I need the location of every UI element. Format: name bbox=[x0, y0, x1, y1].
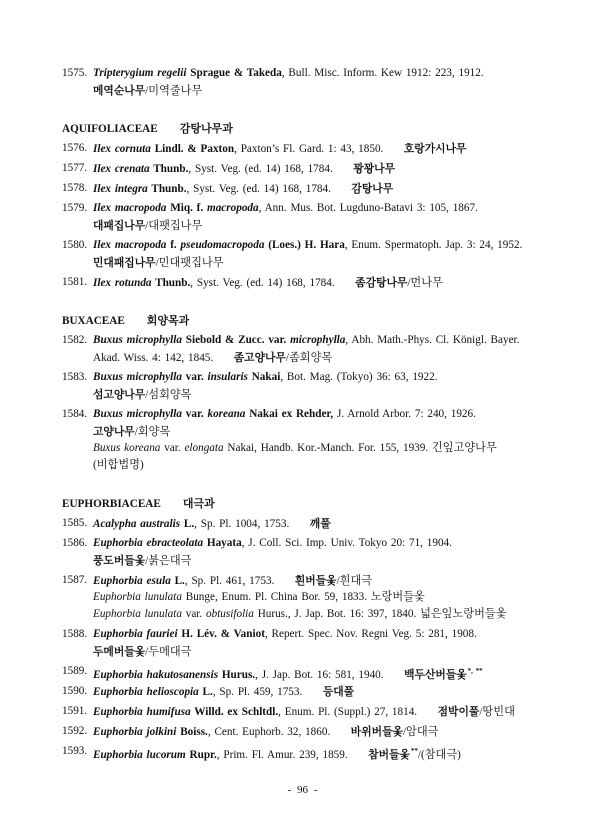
korean-name: 좀감탕나무 bbox=[355, 276, 408, 289]
citation-text: /암대극 bbox=[402, 726, 439, 738]
citation-text: , Enum. Spermatoph. Jap. 3: 24, 1952. bbox=[344, 239, 523, 251]
species-entry bbox=[0, 332, 605, 366]
citation-text: /민대팻집나무 bbox=[155, 257, 224, 269]
entry-line bbox=[93, 683, 605, 700]
species-entry bbox=[0, 572, 605, 623]
korean-name: 흰버들옻 bbox=[294, 574, 337, 587]
family-name-korean: 회양목과 bbox=[146, 314, 190, 327]
entry-number: 1589. bbox=[62, 665, 88, 677]
family-name-latin: BUXACEAE bbox=[62, 315, 125, 327]
entry-text bbox=[93, 663, 605, 680]
synonym-name: elongata bbox=[184, 442, 224, 454]
synonym-name: Euphorbia lunulata bbox=[93, 591, 182, 603]
author-name: var. bbox=[181, 408, 204, 420]
citation-text: , Abh. Math.-Phys. Cl. Königl. Bayer. bbox=[345, 334, 520, 346]
citation-text: , Cent. Euphorb. 32, 1860. bbox=[207, 726, 331, 738]
citation-text: Nakai, Handb. Kor.-Manch. For. 155, 1939. 긴잎고양나무 bbox=[223, 442, 497, 454]
citation-text: /(참대극) bbox=[417, 749, 461, 761]
citation-text: Bunge, Enum. Pl. China Bor. 59, 1833. 노랑버들옻 bbox=[181, 591, 425, 603]
entry-text bbox=[93, 703, 605, 720]
author-name: Rupr. bbox=[185, 749, 217, 761]
entry-line bbox=[93, 274, 605, 291]
entry-text bbox=[93, 535, 605, 569]
entry-line bbox=[93, 65, 605, 82]
entry-number: 1590. bbox=[62, 685, 88, 697]
entry-number: 1588. bbox=[62, 628, 88, 640]
citation-text: , Enum. Pl. (Suppl.) 27, 1814. bbox=[278, 706, 418, 718]
citation-text: /붉은대극 bbox=[145, 555, 192, 567]
author-name: L. bbox=[180, 518, 195, 530]
synonym-name: Buxus koreana bbox=[93, 442, 161, 454]
entry-line bbox=[93, 200, 605, 217]
citation-text: /먼나무 bbox=[407, 277, 443, 289]
author-name: f. bbox=[166, 239, 177, 251]
species-entry bbox=[0, 180, 605, 197]
entry-number: 1580. bbox=[62, 239, 88, 251]
entry-line bbox=[93, 140, 605, 157]
entry-line bbox=[93, 423, 605, 440]
korean-name: 점박이풀 bbox=[437, 705, 480, 718]
entry-line bbox=[93, 457, 605, 474]
species-entry bbox=[0, 200, 605, 234]
entry-number: 1577. bbox=[62, 162, 88, 174]
species-entry bbox=[0, 663, 605, 680]
author-name: Boiss. bbox=[176, 726, 208, 738]
entry-line bbox=[93, 572, 605, 589]
scientific-name: pseudomacropoda bbox=[176, 239, 265, 251]
korean-name: 등대풀 bbox=[322, 685, 355, 698]
scientific-name: Euphorbia esula bbox=[93, 575, 171, 587]
scientific-name: insularis bbox=[203, 371, 248, 383]
entry-line bbox=[93, 254, 605, 271]
author-name: Sprague & Takeda bbox=[186, 67, 282, 79]
entry-line bbox=[93, 386, 605, 403]
korean-name: 호랑가시나무 bbox=[403, 142, 467, 155]
citation-text: /두메대극 bbox=[145, 646, 192, 658]
family-name-latin: AQUIFOLIACEAE bbox=[62, 123, 158, 135]
family-heading bbox=[0, 120, 605, 137]
entry-number: 1591. bbox=[62, 705, 88, 717]
citation-text: Hurus., J. Jap. Bot. 16: 397, 1840. 넓은잎노랑버들옻 bbox=[253, 608, 507, 620]
scientific-name: Euphorbia lucorum bbox=[93, 749, 186, 761]
citation-text: , J. Coll. Sci. Imp. Univ. Tokyo 20: 71, 1904. bbox=[241, 537, 452, 549]
entry-number: 1576. bbox=[62, 142, 88, 154]
author-name: H. Lév. & Vaniot bbox=[177, 628, 265, 640]
citation-text: , Sp. Pl. 461, 1753. bbox=[184, 575, 275, 587]
species-entry bbox=[0, 274, 605, 291]
species-entry bbox=[0, 140, 605, 157]
author-name: Hayata bbox=[203, 537, 242, 549]
citation-text: /땅빈대 bbox=[479, 706, 515, 718]
family-name-korean: 대극과 bbox=[182, 497, 215, 510]
entry-number: 1587. bbox=[62, 574, 88, 586]
species-entry bbox=[0, 723, 605, 740]
entry-line bbox=[93, 663, 605, 680]
entry-number: 1581. bbox=[62, 276, 88, 288]
family-name-latin: EUPHORBIACEAE bbox=[62, 498, 161, 510]
page-number: - 96 - bbox=[287, 784, 318, 796]
entry-text bbox=[93, 160, 605, 177]
citation-text: var. bbox=[160, 442, 185, 454]
family-name-korean: 감탕나무과 bbox=[179, 122, 233, 135]
citation-text: , Bot. Mag. (Tokyo) 36: 63, 1922. bbox=[280, 371, 438, 383]
species-entry bbox=[0, 683, 605, 700]
author-name: Miq. f. bbox=[166, 202, 204, 214]
author-name: Thunb. bbox=[149, 163, 189, 175]
scientific-name: Buxus microphylla bbox=[93, 408, 182, 420]
citation-text: Akad. Wiss. 4: 142, 1845. bbox=[93, 352, 214, 364]
entry-number: 1592. bbox=[62, 725, 88, 737]
entry-line bbox=[93, 237, 605, 254]
entry-text bbox=[93, 237, 605, 271]
citation-text: , Ann. Mus. Bot. Lugduno-Batavi 3: 105, 1867. bbox=[258, 202, 478, 214]
citation-text: , Repert. Spec. Nov. Regni Veg. 5: 281, 1908. bbox=[264, 628, 477, 640]
entry-line bbox=[93, 589, 605, 606]
scientific-name: Ilex macropoda bbox=[93, 202, 167, 214]
entry-number: 1584. bbox=[62, 408, 88, 420]
checklist-body bbox=[0, 65, 605, 763]
species-entry bbox=[0, 160, 605, 177]
author-name: Siebold & Zucc. var. bbox=[181, 334, 287, 346]
entry-text bbox=[93, 332, 605, 366]
species-entry bbox=[0, 369, 605, 403]
entry-line bbox=[93, 723, 605, 740]
citation-text: , Syst. Veg. (ed. 14) 168, 1784. bbox=[190, 277, 335, 289]
entry-text bbox=[93, 515, 605, 532]
entry-line bbox=[93, 406, 605, 423]
scientific-name: Ilex cornuta bbox=[93, 143, 151, 155]
synonym-name: obtusifolia bbox=[206, 608, 254, 620]
citation-text: var. bbox=[181, 608, 207, 620]
korean-name: 풍도버들옻 bbox=[93, 554, 146, 567]
entry-line bbox=[93, 552, 605, 569]
entry-line bbox=[93, 535, 605, 552]
entry-line bbox=[93, 643, 605, 660]
author-name: Lindl. & Paxton bbox=[150, 143, 235, 155]
entry-number: 1586. bbox=[62, 537, 88, 549]
entry-line bbox=[93, 606, 605, 623]
citation-text: J. Arnold Arbor. 7: 240, 1926. bbox=[333, 408, 476, 420]
entry-number: 1578. bbox=[62, 182, 88, 194]
entry-line bbox=[93, 332, 605, 349]
author-name: Nakai bbox=[247, 371, 281, 383]
entry-text bbox=[93, 369, 605, 403]
scientific-name: Ilex macropoda bbox=[93, 239, 167, 251]
footnote-mark: *, ** bbox=[467, 667, 483, 675]
korean-name: 깨풀 bbox=[309, 517, 331, 530]
species-entry bbox=[0, 515, 605, 532]
entry-number: 1575. bbox=[62, 67, 88, 79]
citation-text: , Prim. Fl. Amur. 239, 1859. bbox=[216, 749, 348, 761]
citation-text: , Sp. Pl. 459, 1753. bbox=[212, 686, 303, 698]
citation-text: , Syst. Veg. (ed. 14) 168, 1784. bbox=[188, 163, 333, 175]
scientific-name: Acalypha australis bbox=[93, 518, 181, 530]
entry-line bbox=[93, 180, 605, 197]
footnote-mark: ** bbox=[410, 747, 418, 755]
entry-line bbox=[93, 440, 605, 457]
species-entry bbox=[0, 703, 605, 720]
scientific-name: Euphorbia hakutosanensis bbox=[93, 669, 219, 681]
entry-line bbox=[93, 703, 605, 720]
scientific-name: Euphorbia ebracteolata bbox=[93, 537, 204, 549]
korean-name: 대패집나무 bbox=[93, 219, 146, 232]
entry-number: 1579. bbox=[62, 202, 88, 214]
author-name: Willd. ex Schltdl. bbox=[190, 706, 279, 718]
entry-number: 1582. bbox=[62, 334, 88, 346]
species-entry bbox=[0, 743, 605, 760]
korean-name: 두메버들옻 bbox=[93, 645, 146, 658]
entry-line bbox=[93, 82, 605, 99]
author-name: var. bbox=[181, 371, 204, 383]
korean-name: 감탕나무 bbox=[351, 182, 394, 195]
entry-text bbox=[93, 572, 605, 623]
scientific-name: Euphorbia fauriei bbox=[93, 628, 178, 640]
citation-text: /회양목 bbox=[134, 426, 171, 438]
korean-name: 섬고양나무 bbox=[93, 388, 146, 401]
entry-text bbox=[93, 743, 605, 760]
entry-line bbox=[93, 626, 605, 643]
korean-name: 메역순나무 bbox=[93, 84, 146, 97]
author-name: Thunb. bbox=[151, 277, 191, 289]
species-entry bbox=[0, 237, 605, 271]
entry-number: 1583. bbox=[62, 371, 88, 383]
species-entry bbox=[0, 535, 605, 569]
entry-line bbox=[93, 217, 605, 234]
scientific-name: Euphorbia humifusa bbox=[93, 706, 191, 718]
synonym-name: Euphorbia lunulata bbox=[93, 608, 182, 620]
citation-text: /좀회양목 bbox=[285, 352, 333, 364]
family-heading bbox=[0, 312, 605, 329]
entry-text bbox=[93, 200, 605, 234]
scientific-name: Euphorbia jolkini bbox=[93, 726, 177, 738]
citation-text: /흰대극 bbox=[336, 575, 373, 587]
entry-text bbox=[93, 406, 605, 474]
scientific-name: Buxus microphylla bbox=[93, 371, 182, 383]
entry-text bbox=[93, 180, 605, 197]
entry-line bbox=[93, 349, 605, 366]
entry-line bbox=[93, 743, 605, 760]
citation-text: /미역줄나무 bbox=[145, 85, 203, 97]
korean-name: 좀고양나무 bbox=[233, 351, 286, 364]
author-name: L. bbox=[198, 686, 213, 698]
entry-number: 1593. bbox=[62, 745, 88, 757]
citation-text: , Sp. Pl. 1004, 1753. bbox=[194, 518, 290, 530]
author-name: Thunb. bbox=[147, 183, 187, 195]
scientific-name: Tripterygium regelii bbox=[93, 67, 187, 79]
entry-line bbox=[93, 160, 605, 177]
species-entry bbox=[0, 626, 605, 660]
entry-text bbox=[93, 723, 605, 740]
scientific-name: Euphorbia helioscopia bbox=[93, 686, 199, 698]
citation-text: , Bull. Misc. Inform. Kew 1912: 223, 1912. bbox=[281, 67, 484, 79]
citation-text: , Syst. Veg. (ed. 14) 168, 1784. bbox=[186, 183, 331, 195]
scientific-name: Buxus microphylla bbox=[93, 334, 182, 346]
family-heading bbox=[0, 495, 605, 512]
author-name: L. bbox=[170, 575, 185, 587]
citation-text: /섬회양목 bbox=[145, 389, 192, 401]
entry-line bbox=[93, 369, 605, 386]
korean-name: 민대패집나무 bbox=[93, 256, 156, 269]
entry-text bbox=[93, 274, 605, 291]
scientific-name: koreana bbox=[203, 408, 246, 420]
citation-text: , Paxton’s Fl. Gard. 1: 43, 1850. bbox=[234, 143, 384, 155]
author-name: Hurus. bbox=[218, 669, 256, 681]
citation-text: , J. Jap. Bot. 16: 581, 1940. bbox=[255, 669, 384, 681]
author-name: (Loes.) H. Hara bbox=[264, 239, 345, 251]
author-name: Nakai ex Rehder, bbox=[245, 408, 334, 420]
scientific-name: macropoda bbox=[203, 202, 259, 214]
korean-name: 바위버들옻 bbox=[350, 725, 403, 738]
citation-text: (비합법명) bbox=[93, 459, 144, 471]
entry-text bbox=[93, 683, 605, 700]
entry-number: 1585. bbox=[62, 517, 88, 529]
entry-text bbox=[93, 140, 605, 157]
entry-text bbox=[93, 626, 605, 660]
scientific-name: Ilex crenata bbox=[93, 163, 150, 175]
korean-name: 백두산버들옻 bbox=[404, 668, 467, 681]
entry-line bbox=[93, 515, 605, 532]
korean-name: 꽝꽝나무 bbox=[353, 162, 395, 175]
species-entry bbox=[0, 406, 605, 474]
scientific-name: microphylla bbox=[286, 334, 346, 346]
citation-text: /대팻집나무 bbox=[145, 220, 203, 232]
korean-name: 고양나무 bbox=[93, 425, 135, 438]
entry-text bbox=[93, 65, 605, 99]
scientific-name: Ilex integra bbox=[93, 183, 148, 195]
scientific-name: Ilex rotunda bbox=[93, 277, 152, 289]
korean-name: 참버들옻 bbox=[368, 748, 410, 761]
species-entry bbox=[0, 65, 605, 99]
